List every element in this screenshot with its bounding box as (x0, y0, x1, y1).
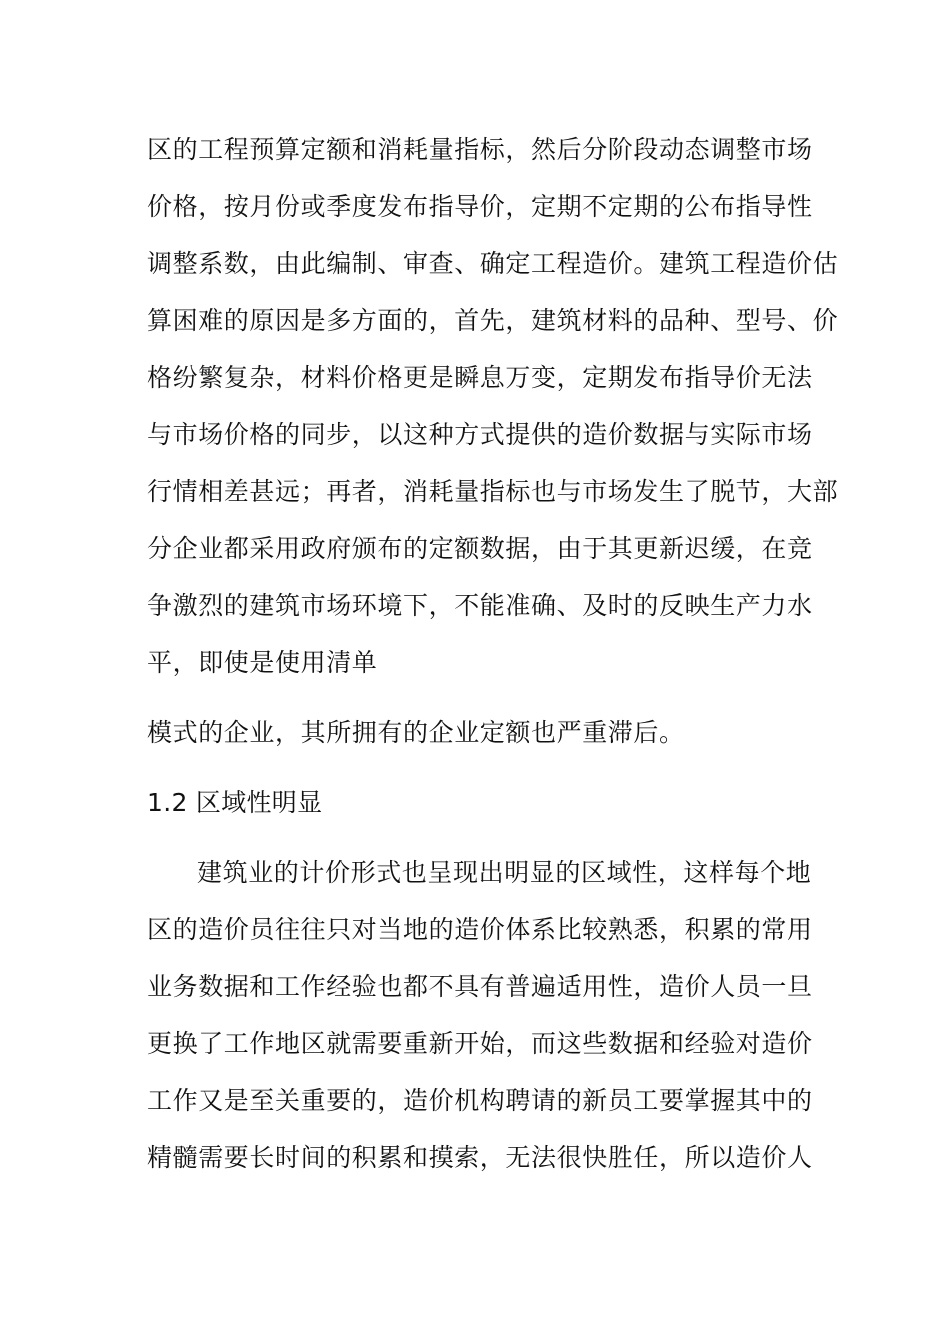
text-line: 格纷繁复杂，材料价格更是瞬息万变，定期发布指导价无法 (147, 363, 813, 392)
text-line: 区的造价员往往只对当地的造价体系比较熟悉，积累的常用 (147, 915, 813, 944)
text-line: 分企业都采用政府颁布的定额数据，由于其更新迟缓，在竞 (147, 534, 813, 563)
text-line: 价格，按月份或季度发布指导价，定期不定期的公布指导性 (147, 192, 813, 221)
text-line: 精髓需要长时间的积累和摸索，无法很快胜任，所以造价人 (147, 1143, 813, 1172)
text-line: 算困难的原因是多方面的，首先，建筑材料的品种、型号、价 (147, 306, 839, 335)
text-line: 建筑业的计价形式也呈现出明显的区域性，这样每个地 (197, 858, 812, 887)
text-line: 业务数据和工作经验也都不具有普遍适用性，造价人员一旦 (147, 972, 813, 1001)
text-line: 争激烈的建筑市场环境下，不能准确、及时的反映生产力水 (147, 591, 813, 620)
section-heading: 1.2 区域性明显 (147, 788, 323, 817)
text-line: 调整系数，由此编制、审查、确定工程造价。建筑工程造价估 (147, 249, 839, 278)
text-line: 更换了工作地区就需要重新开始，而这些数据和经验对造价 (147, 1029, 813, 1058)
text-line: 区的工程预算定额和消耗量指标，然后分阶段动态调整市场 (147, 135, 813, 164)
text-line: 与市场价格的同步，以这种方式提供的造价数据与实际市场 (147, 420, 813, 449)
text-line: 平，即使是使用清单 (147, 648, 378, 677)
text-line: 模式的企业，其所拥有的企业定额也严重滞后。 (147, 718, 685, 747)
text-line: 工作又是至关重要的，造价机构聘请的新员工要掌握其中的 (147, 1086, 813, 1115)
text-line: 行情相差甚远；再者，消耗量指标也与市场发生了脱节，大部 (147, 477, 839, 506)
